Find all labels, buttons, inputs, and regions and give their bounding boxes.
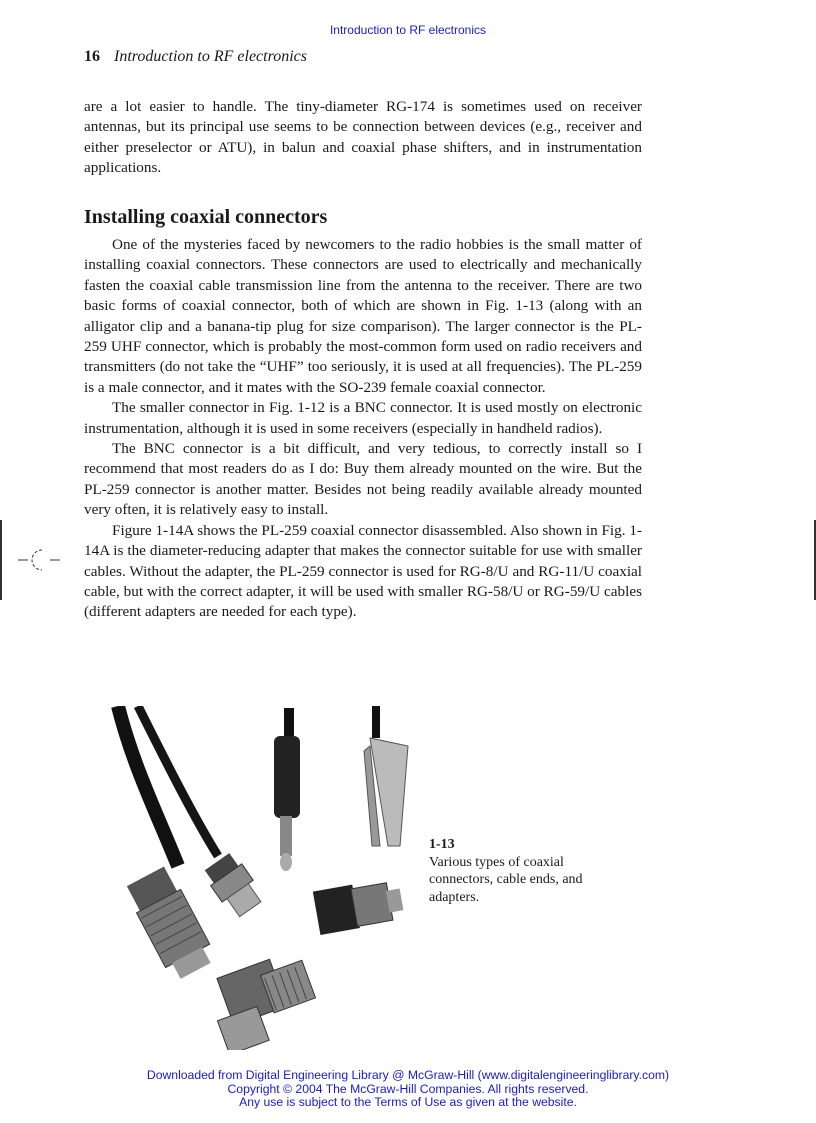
section-body <box>84 235 642 623</box>
footer-terms[interactable]: Any use is subject to the Terms of Use as given at the website. <box>239 1095 577 1110</box>
intro-paragraph: are a lot easier to handle. The tiny-diameter RG-174 is sometimes used on receiver antennas, but its principal use seems to be connection between devices (e.g., receiver and either preselector or ATU), in balun and coaxial phase shifters, and in instrumentation applications. <box>84 98 642 177</box>
crop-mark-left <box>0 520 2 600</box>
paragraph: The BNC connector is a bit difficult, and very tedious, to correctly install so I recommend that most readers do as I do: Buy them already mounted on the wire. But the PL-259 connector is another matter. Besides not being readily available already mounted very often, it is relatively easy to install. <box>84 440 642 519</box>
registration-mark-icon <box>18 545 62 575</box>
running-title: Introduction to RF electronics <box>114 48 307 65</box>
paragraph: Figure 1-14A shows the PL-259 coaxial connector disassembled. Also shown in Fig. 1-14A is the diameter-reducing adapter that makes the connector suitable for use with smaller cables. Without the adapter, the PL-259 connector is used for RG-8/U and RG-11/U coaxial cable, but with the correct adapter, it will be used with smaller RG-58/U or RG-59/U cables (different adapters are needed for each type). <box>84 521 642 621</box>
footer-download-link[interactable]: Downloaded from Digital Engineering Library @ McGraw-Hill (www.digitalengineeringlibrary.com) <box>146 1068 670 1082</box>
footer <box>0 1069 816 1110</box>
header-link[interactable]: Introduction to RF electronics <box>329 23 487 37</box>
figure-caption <box>429 836 609 906</box>
paragraph: The smaller connector in Fig. 1-12 is a BNC connector. It is used mostly on electronic instrumentation, although it is used in some receivers (especially in handheld radios). <box>84 399 642 437</box>
figure-caption-text: Various types of coaxial connectors, cable ends, and adapters. <box>429 854 583 905</box>
connectors-photo <box>108 706 416 1050</box>
intro-paragraph-block <box>84 97 642 179</box>
page-number: 16 <box>84 48 100 65</box>
figure-number: 1-13 <box>429 837 455 852</box>
footer-copyright: Copyright © 2004 The McGraw-Hill Companies. All rights reserved. <box>227 1081 589 1096</box>
paragraph: One of the mysteries faced by newcomers to the radio hobbies is the small matter of installing coaxial connectors. These connectors are used to electrically and mechanically fasten the coaxial cable transmission line from the antenna to the receiver. There are two basic forms of coaxial connector, both of which are shown in Fig. 1-13 (along with an alligator clip and a banana-tip plug for size comparison). The larger connector is the PL-259 UHF connector, which is probably the most-common form used on radio receivers and transmitters (do not take the “UHF” too seriously, it is used at all frequencies). The PL-259 is a male connector, and it mates with the SO-239 female coaxial connector. <box>84 236 642 396</box>
running-head <box>84 48 307 66</box>
section-heading: Installing coaxial connectors <box>84 206 328 228</box>
